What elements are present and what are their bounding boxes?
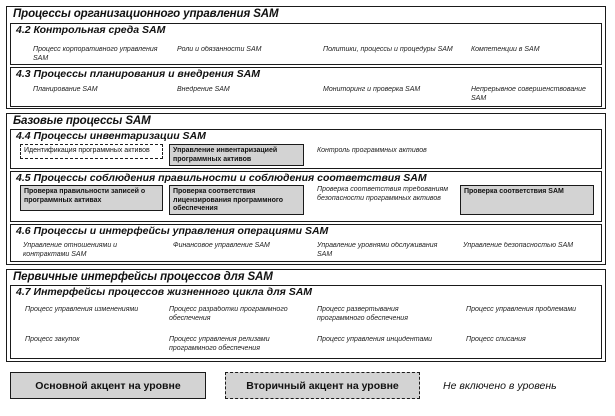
process-item: Политики, процессы и процедуры SAM — [323, 46, 453, 53]
group-title: Первичные интерфейсы процессов для SAM — [13, 271, 273, 283]
process-item-primary: Управление инвентаризацией программных активов — [169, 144, 304, 166]
process-item: Планирование SAM — [33, 86, 98, 93]
subgroup-4-2-control-environment — [10, 23, 602, 65]
process-item: Процесс корпоративного управления SAM — [33, 46, 158, 62]
legend-primary-focus — [10, 372, 206, 399]
process-item: Контроль программных активов — [317, 147, 427, 154]
process-item: Процесс закупок — [25, 336, 80, 343]
process-item: Процесс управления проблемами — [466, 306, 577, 313]
process-item: Процесс управления релизами программного обеспечения — [169, 336, 270, 352]
process-item: Мониторинг и проверка SAM — [323, 86, 421, 93]
process-item: Процесс управления изменениями — [25, 306, 139, 313]
subgroup-4-7-lifecycle-interfaces — [10, 285, 602, 359]
process-item-primary: Проверка соответствия лицензирования программного обеспечения — [169, 185, 304, 215]
process-item: Роли и обязанности SAM — [177, 46, 262, 53]
process-item: Финансовое управление SAM — [173, 242, 270, 249]
group-primary-interfaces — [6, 269, 606, 362]
subgroup-title: 4.3 Процессы планирования и внедрения SAM — [16, 68, 260, 80]
process-item: Проверка соответствия требованиям безопасности программных активов — [317, 186, 449, 202]
subgroup-title: 4.6 Процессы и интерфейсы управления операциями SAM — [16, 225, 329, 237]
legend-none-label: Не включено в уровень — [443, 379, 557, 392]
subgroup-4-6-operations — [10, 224, 602, 262]
process-item: Процесс разработки программного обеспечения — [169, 306, 288, 322]
process-item: Процесс управления инцидентами — [317, 336, 433, 343]
legend-secondary-label: Вторичный акцент на уровне — [246, 379, 399, 392]
process-item: Управление отношениями и контрактами SAM — [23, 242, 118, 258]
group-organizational-management — [6, 6, 606, 109]
process-item: Непрерывное совершенствование SAM — [471, 86, 586, 102]
subgroup-title: 4.7 Интерфейсы процессов жизненного цикла для SAM — [16, 286, 313, 298]
subgroup-4-5-compliance — [10, 171, 602, 222]
group-title: Базовые процессы SAM — [13, 115, 151, 127]
process-item: Компетенции в SAM — [471, 46, 540, 53]
process-item-primary: Проверка правильности записей о программных активах — [20, 185, 163, 211]
process-item: Внедрение SAM — [177, 86, 230, 93]
process-item: Процесс развертывания программного обеспечения — [317, 306, 408, 322]
process-item: Управление уровнями обслуживания SAM — [317, 242, 438, 258]
subgroup-title: 4.2 Контрольная среда SAM — [16, 24, 166, 36]
legend-primary-label: Основной акцент на уровне — [35, 379, 181, 392]
legend-not-included — [443, 372, 557, 399]
process-item-primary: Проверка соответствия SAM — [460, 185, 594, 215]
legend-secondary-focus — [225, 372, 420, 399]
process-item-secondary: Идентификация программных активов — [20, 144, 163, 159]
process-item: Процесс списания — [466, 336, 526, 343]
group-title: Процессы организационного управления SAM — [13, 8, 279, 20]
subgroup-4-4-inventory — [10, 129, 602, 169]
subgroup-title: 4.4 Процессы инвентаризации SAM — [16, 130, 206, 142]
process-item: Управление безопасностью SAM — [463, 242, 574, 249]
subgroup-4-3-planning-implementation — [10, 67, 602, 107]
subgroup-title: 4.5 Процессы соблюдения правильности и соблюдения соответствия SAM — [16, 172, 427, 184]
group-core-sam-processes — [6, 113, 606, 265]
